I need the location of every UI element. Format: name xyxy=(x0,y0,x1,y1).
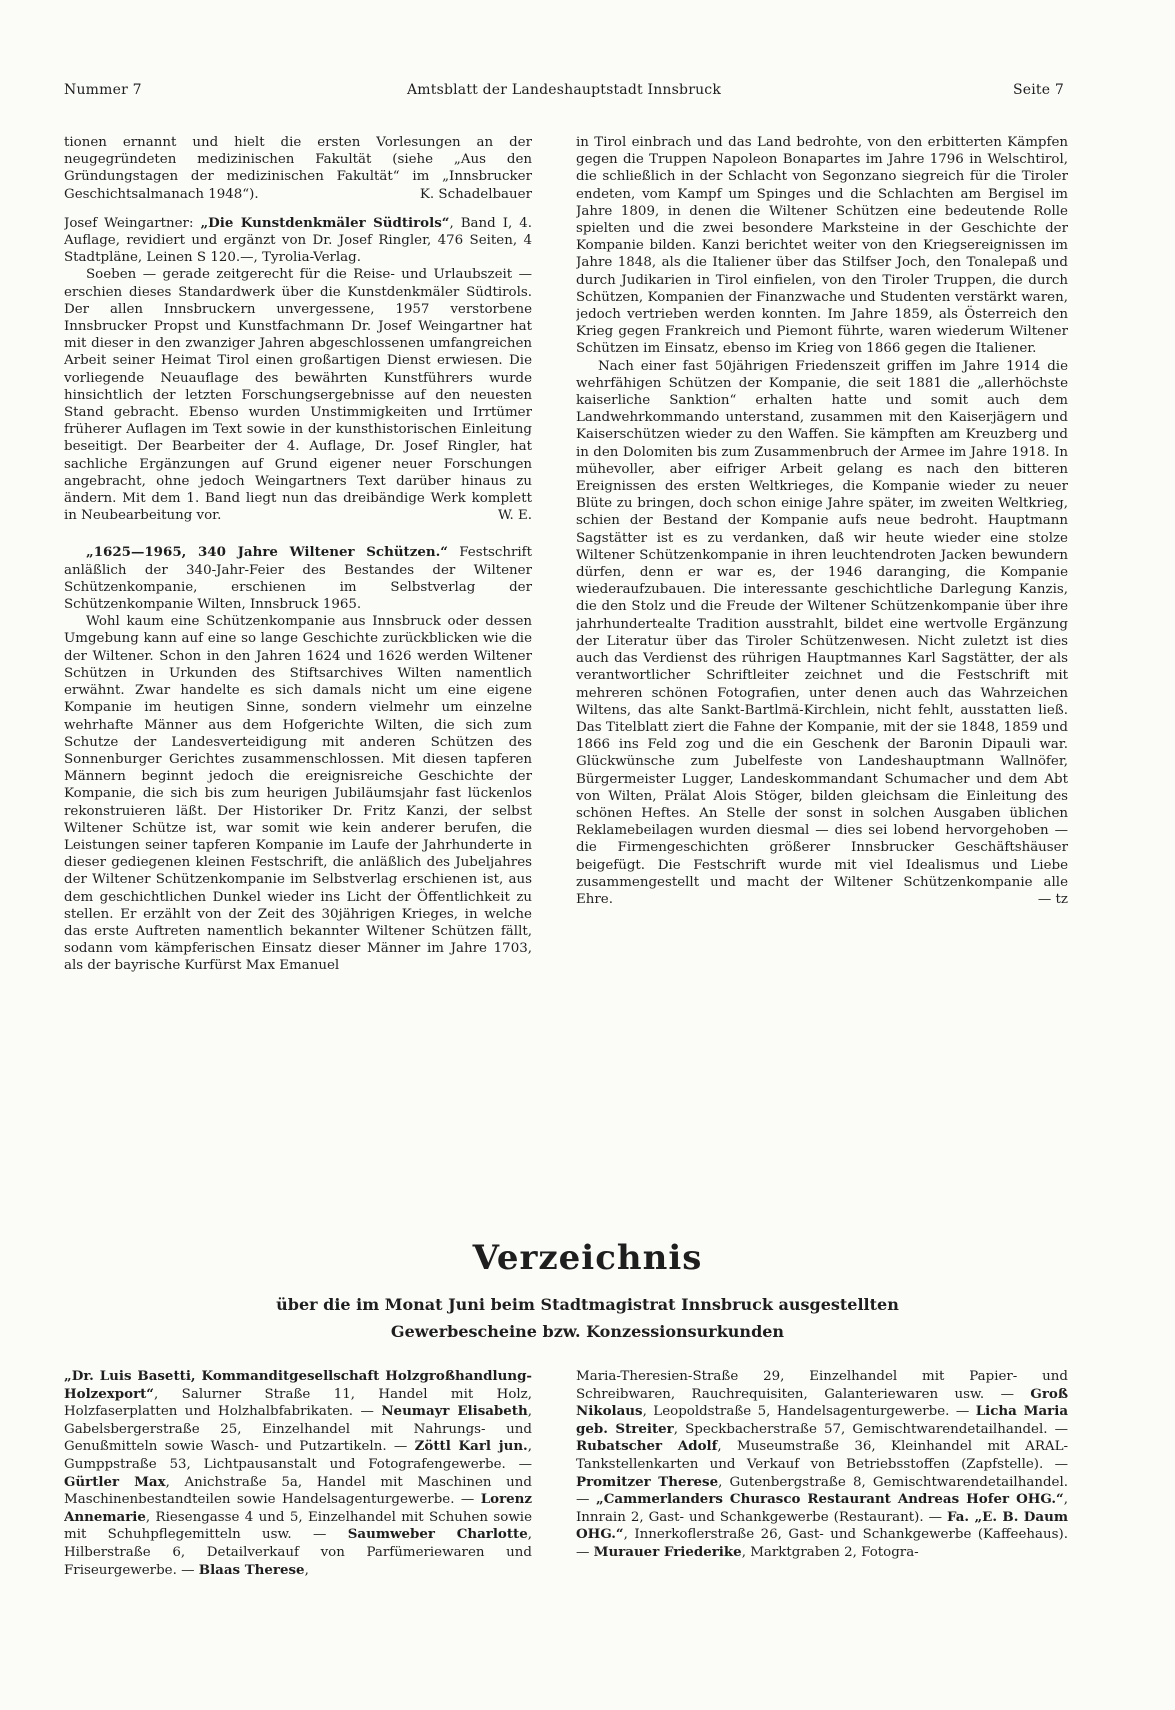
license-details: , Marktgraben 2, Fotogra- xyxy=(741,1544,919,1560)
left-column xyxy=(64,134,532,1194)
review-heading xyxy=(64,215,532,267)
licensee-name: „Dr. Luis Basetti, Kommanditgesellschaft Holzgroßhandlung-Holzexport“ xyxy=(64,1368,532,1402)
page-header xyxy=(64,82,1064,104)
section-subtitle-2: Gewerbescheine bzw. Konzessionsurkunden xyxy=(390,1322,785,1341)
signature: K. Schadelbauer xyxy=(419,186,532,202)
licensee-name: Blaas Therese xyxy=(198,1561,305,1578)
review-meta: Festschrift anläßlich der 340-Jahr-Feier des Bestandes der Wiltener Schützenkompanie, erschienen im Selbstverlag der Schützenkompanie Wilten, Innsbruck 1965. xyxy=(64,545,532,613)
licensee-name: Zöttl Karl jun. xyxy=(414,1438,528,1455)
review-title: „1625—1965, 340 Jahre Wiltener Schützen.“ xyxy=(86,544,448,561)
license-details: , Gumppstraße 53, Lichtpausanstalt und Fotografengewerbe. — xyxy=(64,1439,532,1472)
license-details: , Innrain 2, Gast- und Schankgewerbe (Restaurant). — xyxy=(576,1492,1068,1525)
licensee-name: Neumayr Elisabeth xyxy=(381,1403,528,1420)
licensee-name: Fa. „E. B. Daum OHG.“ xyxy=(576,1508,1068,1543)
licensee-name: Saumweber Charlotte xyxy=(347,1526,528,1543)
license-details: , xyxy=(304,1562,309,1578)
licensee-name: „Cammerlanders Churasco Restaurant Andreas Hofer OHG.“ xyxy=(596,1491,1064,1508)
license-list-left xyxy=(64,1368,532,1636)
signature: — tz xyxy=(1037,891,1068,907)
paragraph: tionen ernannt und hielt die ersten Vorlesungen an der neugegründeten medizinischen Fakultät (siehe „Aus den Gründungstagen der medizinischen Fakultät“ im „Innsbrucker Geschichtsalmanach 1948“). K. Schadelbauer xyxy=(64,135,532,202)
license-details: Maria-Theresien-Straße 29, Einzelhandel mit Papier- und Schreibwaren, Rauchrequisiten, Galanteriewaren usw. — xyxy=(576,1369,1068,1402)
section-subtitle: über die im Monat Juni beim Stadtmagistrat Innsbruck ausgestellten xyxy=(276,1295,899,1314)
license-details: , Hilberstraße 6, Detailverkauf von Parfümeriewaren und Friseurgewerbe. — xyxy=(64,1527,532,1578)
license-details: , Anichstraße 5a, Handel mit Maschinen und Maschinenbestandteilen sowie Handelsagenturgewerbe. — xyxy=(64,1474,532,1508)
licensee-name: Rubatscher Adolf xyxy=(576,1438,718,1455)
review-title: „Die Kunstdenkmäler Südtirols“ xyxy=(200,214,450,231)
licensee-name: Promitzer Therese xyxy=(576,1473,719,1490)
license-list-right xyxy=(576,1368,1068,1636)
paragraph: Soeben — gerade zeitgerecht für die Reise- und Urlaubszeit — erschien dieses Standardwerk über die Kunstdenkmäler Südtirols. Der allen Innsbruckern unvergessene, 1957 verstorbene Innsbrucker Propst und Kunstfachmann Dr. Josef Weingartner hat mit dieser in den zwanziger Jahren abgeschlossenen umfangreichen Arbeit seiner Heimat Tirol einen großartigen Dienst erwiesen. Die vorliegende Neuauflage des bewährten Kunstführers wurde hinsichtlich der letzten Forschungsergebnisse auf den neuesten Stand gebracht. Ebenso wurden Unstimmigkeiten und Irrtümer früherer Auflagen im Text sowie in der kunsthistorischen Einleitung beseitigt. Der Bearbeiter der 4. Auflage, Dr. Josef Ringler, hat sachliche Ergänzungen auf Grund eigener neuer Forschungen angebracht, ohne jedoch Weingartners Text darüber hinaus zu ändern. Mit dem 1. Band liegt nun das dreibändige Werk komplett in Neubearbeitung vor. W. E. xyxy=(64,267,532,524)
licensee-name: Licha Maria geb. Streiter xyxy=(576,1403,1068,1437)
license-details: , Gutenbergstraße 8, Gemischtwarendetailhandel. — xyxy=(576,1474,1068,1508)
paragraph: Nach einer fast 50jährigen Friedenszeit griffen im Jahre 1914 die wehrfähigen Schützen der Kompanie, die seit 1881 die „allerhöchste kaiserliche Sanktion“ erhalten hatte und somit auch dem Landwehrkommando unterstand, zusammen mit den Kaiserjägern und Kaiserschützen wieder zu den Waffen. Sie kämpften am Kreuzberg und in den Dolomiten bis zum Zusammenbruch der Armee im Jahre 1918. In mühevoller, aber eifriger Arbeit gelang es nach den bitteren Ereignissen des ersten Weltkrieges, die Kompanie wieder zu neuer Blüte zu bringen, doch schon einige Jahre später, im zweiten Weltkrieg, schien der Bestand der Kompanie aufs neue bedroht. Hauptmann Sagstätter ist es zu verdanken, daß wir heute wieder eine stolze Wiltener Schützenkompanie in ihren leuchtendroten Jacken bewundern dürfen, denn er war es, der 1946 daranging, die Kompanie wiederaufzubauen. Die interessante geschichtliche Darlegung Kanzis, die den Stolz und die Freude der Wiltener Schützenkompanie über ihre jahrhundertealte Tradition ausstrahlt, bildet eine wertvolle Ergänzung der Literatur über das Tiroler Schützenwesen. Nicht zuletzt ist dies auch das Verdienst des rührigen Hauptmannes Karl Sagstätter, der als verantwortlicher Schriftleiter zeichnet und die Festschrift mit mehreren schönen Fotografien, unter denen auch das Wahrzeichen Wiltens, das alte Sankt-Bartlmä-Kirchlein, nicht fehlt, ausstatten ließ. Das Titelblatt ziert die Fahne der Kompanie, mit der sie 1848, 1859 und 1866 ins Feld zog und die ein Geschenk der Baronin Dipauli war. Glückwünsche zum Jubelfeste von Landeshauptmann Wallnöfer, Bürgermeister Lugger, Landeskommandant Schumacher und dem Abt von Wilten, Prälat Alois Stöger, bilden gleichsam die Einleitung des schönen Heftes. An Stelle der sonst in solchen Ausgaben üblichen Reklamebeilagen wurden diesmal — dies sei lobend hervorgehoben — die Firmengeschichten größerer Innsbrucker Geschäftshäuser beigefügt. Die Festschrift wurde mit viel Idealismus und Liebe zusammengestellt und macht der Wiltener Schützenkompanie alle Ehre. — tz xyxy=(576,358,1068,907)
license-details: , Salurner Straße 11, Handel mit Holz, Holzfaserplatten und Holzhalbfabrikaten. — xyxy=(64,1386,532,1420)
review-author: Josef Weingartner: xyxy=(64,215,201,231)
license-details: , Speckbacherstraße 57, Gemischtwarendetailhandel. — xyxy=(673,1421,1068,1437)
header-publication: Amtsblatt der Landeshauptstadt Innsbruck xyxy=(406,82,722,98)
header-issue-number: Nummer 7 xyxy=(64,82,142,98)
license-details: , Innerkoflerstraße 26, Gast- und Schankgewerbe (Kaffeehaus). — xyxy=(576,1527,1068,1560)
licensee-name: Gürtler Max xyxy=(64,1473,166,1490)
paragraph: Wohl kaum eine Schützenkompanie aus Innsbruck oder dessen Umgebung kann auf eine so lange Geschichte zurückblicken wie die der Wiltener. Schon in den Jahren 1624 und 1626 werden Wiltener Schützen in Urkunden des Stiftsarchives Wilten namentlich erwähnt. Zwar handelte es sich damals nicht um eine eigene Kompanie im heutigen Sinne, sondern vielmehr um einzelne wehrhafte Männer aus dem Hofgerichte Wilten, die sich zum Schutze der Landesverteidigung mit anderen Schützen des Sonnenburger Gerichtes zusammenschlossen. Mit diesen tapferen Männern beginnt jedoch die ereignisreiche Geschichte der Kompanie, die sich bis zum heurigen Jubiläumsjahr fast lückenlos rekonstruieren läßt. Der Historiker Dr. Fritz Kanzi, der selbst Wiltener Schütze ist, war somit wie kein anderer berufen, die Leistungen seiner tapferen Kompanie im Laufe der Jahrhunderte in dieser gediegenen kleinen Festschrift, die anläßlich des Jubeljahres der Wiltener Schützenkompanie im Selbstverlag erschienen ist, aus dem geschichtlichen Dunkel wieder ins Licht der Öffentlichkeit zu stellen. Er erzählt von der Zeit des 30jährigen Krieges, in welche das erste Auftreten namentlich bekannter Wiltener Schützen fällt, sodann vom kämpferischen Einsatz dieser Männer im Jahre 1703, als der bayrische Kurfürst Max Emanuel xyxy=(64,614,532,974)
header-page-number: Seite 7 xyxy=(1012,82,1064,98)
review-meta: , Band I, 4. Auflage, revidiert und ergänzt von Dr. Josef Ringler, 476 Seiten, 4 Stadtpläne, Leinen S 120.—, Tyrolia-Verlag. xyxy=(64,215,532,266)
license-details: , Riesengasse 4 und 5, Einzelhandel mit Schuhen sowie mit Schuhpflegemitteln usw. — xyxy=(64,1509,532,1543)
license-details: , Gabelsbergerstraße 25, Einzelhandel mit Nahrungs- und Genußmitteln sowie Wasch- und Putzartikeln. — xyxy=(64,1404,532,1455)
review-heading xyxy=(64,544,532,613)
right-column xyxy=(576,134,1068,1194)
licensee-name: Lorenz Annemarie xyxy=(64,1491,532,1525)
license-details: , Museumstraße 36, Kleinhandel mit ARAL-Tankstellenkarten und Verkauf von Betriebsstoffen (Zapfstelle). — xyxy=(576,1439,1068,1472)
paragraph: in Tirol einbrach und das Land bedrohte, von den erbitterten Kämpfen gegen die Truppen Napoleon Bonapartes im Jahre 1796 in Welschtirol, die schließlich in der Schlacht von Segonzano siegreich für die Tiroler endeten, vom Kampf um Spinges und die Schlachten am Bergisel im Jahre 1809, in denen die Wiltener Schützen eine bedeutende Rolle spielten und die zwei besondere Marksteine in der Geschichte der Kompanie bilden. Kanzi berichtet weiter von den Kriegsereignissen im Jahre 1848, als die Italiener über das Stilfser Joch, den Tonalepaß und durch Judikarien in Tirol einfielen, von den Tiroler Truppen, die durch Schützen, Kompanien der Finanzwache und Studenten verstärkt waren, jedoch vertrieben werden konnten. Im Jahre 1859, als Österreich den Krieg gegen Frankreich und Piemont führte, waren wiederum Wiltener Schützen im Einsatz, ebenso im Krieg von 1866 gegen die Italiener. xyxy=(576,135,1068,357)
licensee-name: Murauer Friederike xyxy=(593,1543,742,1560)
license-details: , Leopoldstraße 5, Handelsagenturgewerbe. — xyxy=(642,1404,976,1420)
signature: W. E. xyxy=(498,508,532,524)
licensee-name: Groß Nikolaus xyxy=(576,1385,1068,1420)
section-title: Verzeichnis xyxy=(472,1238,703,1278)
